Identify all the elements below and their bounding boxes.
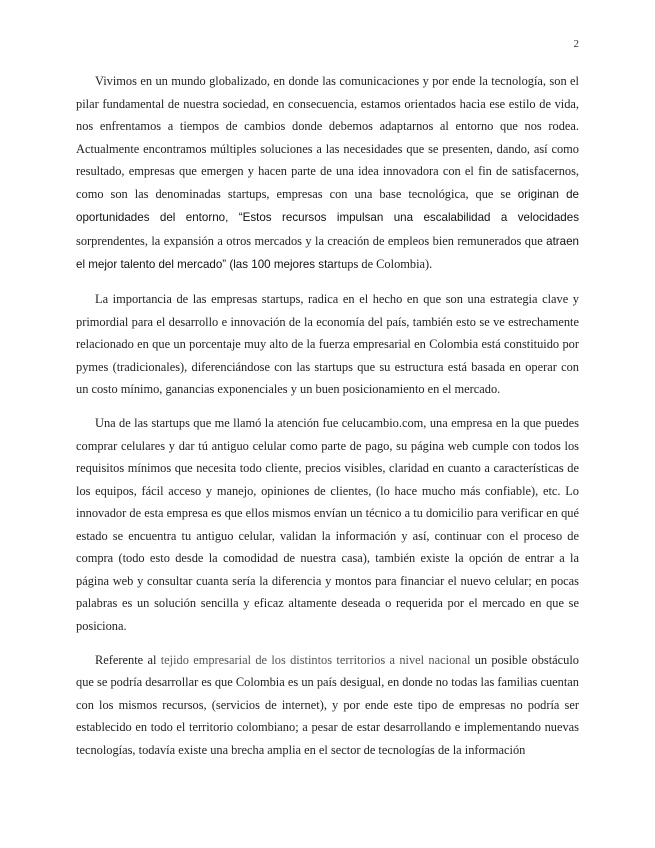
paragraph-globalization — [76, 70, 579, 277]
paragraph-text: Vivimos en un mundo globalizado, en donde las comunicaciones y por ende la tecnología, son el pilar fundamental de nuestra sociedad, en consecuencia, estamos orientados hacia ese estilo de vida, nos enfrentamos a tiempos de cambios donde debemos adaptarnos al entorno que nos rodea. Actualmente encontramos múltiples soluciones a las necesidades que se presenten, dando, así como resultado, empresas que emergen y hacen parte de una idea innovadora con el fin de satisfacernos, como son las denominadas startups, empresas con una base tecnológica, que se — [76, 74, 579, 201]
quoted-text: originan de oportunidades del entorno, “Estos recursos impulsan una escalabilidad a velocidades — [76, 187, 579, 224]
paragraph-text: sorprendentes, la expansión a otros mercados y la creación de empleos bien remunerados que — [76, 233, 547, 248]
paragraph-obstacle — [76, 649, 579, 762]
citation-text: tups de Colombia). — [337, 257, 433, 271]
paragraph-celucambio: Una de las startups que me llamó la atención fue celucambio.com, una empresa en la que puedes comprar celulares y dar tú antiguo celular como parte de pago, su página web cumple con todos los requisitos mínimos que necesita todo cliente, precios visibles, claridad en cuanto a características de los equipos, fácil acceso y manejo, opiniones de clientes, (lo hace mucho más confiable), etc. Lo innovador de esta empresa es que ellos mismos envían un técnico a tu domicilio para verificar en qué estado se encuentra tu antiguo celular, validan la información y así, continuar con el proceso de compra (todo esto desde la comodidad de nuestra casa), también existe la opción de entrar a la página web y consultar cuanta sería la diferencia y montos para financiar el nuevo celular; en pocas palabras es un solución sencilla y eficaz altamente deseada o requerida por el mercado en que se posiciona. — [76, 416, 579, 633]
body-text — [76, 70, 579, 773]
highlighted-text: tejido empresarial de los distintos territorios a nivel nacional — [160, 652, 471, 667]
paragraph-text: un posible obstáculo que se podría desarrollar es que Colombia es un país desigual, en donde no todas las familias cuentan con los mismos recursos, (servicios de internet), y por ende este tipo de empresas no podría ser establecido en todo el territorio colombiano; a pesar de estar desarrollando e implementando nuevas tecnologías, todavía existe una brecha amplia en el sector de tecnologías de la información — [76, 652, 579, 757]
page-number: 2 — [573, 38, 579, 50]
quoted-text: atraen el mejor talento del mercado” (las 100 mejores star — [76, 234, 579, 271]
paragraph-text: Referente al — [95, 652, 161, 667]
paragraph-startups-importance: La importancia de las empresas startups, radica en el hecho en que son una estrategia clave y primordial para el desarrollo e innovación de la economía del país, también esto se ve estrechamente relacionado en que un porcentaje muy alto de la fuerza empresarial en Colombia está constituido por pymes (tradicionales), diferenciándose con las startups que su estructura está basada en operar con un costo mínimo, ganancias exponenciales y un buen posicionamiento en el mercado. — [76, 292, 579, 397]
